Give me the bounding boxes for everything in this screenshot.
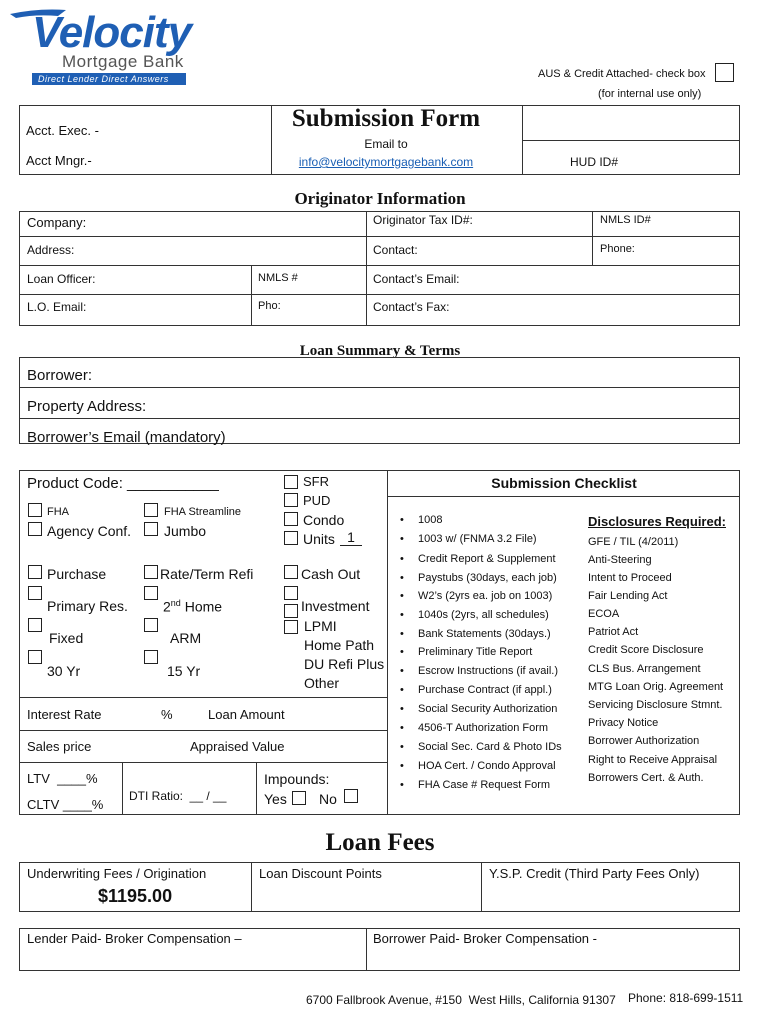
disclosure-item: GFE / TIL (4/2011) [588, 536, 679, 548]
email-to-label: Email to [364, 137, 408, 151]
checklist-item: • FHA Case # Request Form [418, 779, 550, 791]
sales-price-field[interactable]: Sales price [27, 739, 92, 754]
primary-checkbox[interactable] [28, 586, 42, 600]
checklist-item: • 1003 w/ (FNMA 3.2 File) [418, 533, 537, 545]
disclosure-item: Credit Score Disclosure [588, 644, 704, 656]
disclosures-heading: Disclosures Required: [588, 514, 726, 529]
jumbo-label: Jumbo [164, 523, 207, 539]
loan-officer-field[interactable]: Loan Officer: [27, 272, 96, 286]
lender-paid-field[interactable]: Lender Paid- Broker Compensation – [27, 931, 242, 946]
pud-checkbox[interactable] [284, 493, 298, 507]
underwriting-amount: $1195.00 [98, 886, 173, 906]
interest-rate-field[interactable]: Interest Rate [27, 707, 102, 722]
disclosure-item: Right to Receive Appraisal [588, 754, 718, 766]
second-home-checkbox[interactable] [144, 586, 158, 600]
cash-out-label: Cash Out [301, 566, 361, 582]
jumbo-checkbox[interactable] [144, 522, 158, 536]
checklist-item: • Paystubs (30days, each job) [418, 572, 557, 584]
borrower-email-field[interactable]: Borrower’s Email (mandatory) [27, 429, 226, 446]
agency-checkbox[interactable] [28, 522, 42, 536]
fha-label: FHA [47, 506, 69, 518]
disclosure-item: Intent to Proceed [588, 572, 672, 584]
second-home-label [163, 598, 222, 615]
fha-streamline-label: FHA Streamline [164, 506, 242, 518]
agency-label: Agency Conf. [47, 523, 132, 539]
home-path-label: Home Path [304, 637, 375, 653]
acct-mngr-field[interactable]: Acct Mngr.- [26, 153, 92, 168]
arm-label: ARM [170, 630, 202, 646]
second-home-sup: nd [170, 598, 181, 608]
form-title: Submission Form [291, 105, 481, 132]
sfr-checkbox[interactable] [284, 475, 298, 489]
disclosure-item: MTG Loan Orig. Agreement [588, 681, 724, 693]
yr30-label: 30 Yr [47, 663, 81, 679]
lo-email-field[interactable]: L.O. Email: [27, 300, 87, 314]
footer-phone: Phone: 818-699-1511 [628, 991, 744, 1005]
phone-field[interactable]: Phone: [600, 243, 635, 255]
dti-field[interactable]: DTI Ratio: __ / __ [129, 789, 227, 803]
email-link[interactable]: info@velocitymortgagebank.com [298, 155, 474, 169]
lpmi-label: LPMI [304, 618, 337, 634]
checklist-item: • Escrow Instructions (if avail.) [418, 665, 558, 677]
impounds-label: Impounds: [264, 771, 330, 787]
aus-label: AUS & Credit Attached- check box [538, 68, 706, 80]
contact-fax-field[interactable]: Contact’s Fax: [373, 300, 450, 314]
originator-heading: Originator Information [294, 189, 466, 208]
borrower-paid-field[interactable]: Borrower Paid- Broker Compensation - [373, 931, 597, 946]
fha-checkbox[interactable] [28, 503, 42, 517]
acct-exec-field[interactable]: Acct. Exec. - [26, 123, 99, 138]
contact-field[interactable]: Contact: [373, 243, 418, 257]
address-field[interactable]: Address: [27, 243, 75, 257]
nmls-num-field[interactable]: NMLS # [258, 272, 298, 284]
aus-note: (for internal use only) [598, 88, 702, 100]
lpmi-checkbox[interactable] [284, 620, 298, 634]
arm-checkbox[interactable] [144, 618, 158, 632]
units-checkbox[interactable] [284, 531, 298, 545]
fha-streamline-checkbox[interactable] [144, 503, 158, 517]
discount-points-field[interactable]: Loan Discount Points [259, 866, 382, 881]
second-home-num: 2 [163, 598, 171, 615]
disclosure-item: CLS Bus. Arrangement [588, 663, 701, 675]
disclosure-item: Privacy Notice [588, 717, 659, 729]
investment-checkbox-1[interactable] [284, 586, 298, 600]
yes-checkbox[interactable] [292, 791, 306, 805]
logo-tagline: Direct Lender Direct Answers [32, 73, 186, 85]
ysp-credit-field[interactable]: Y.S.P. Credit (Third Party Fees Only) [489, 866, 700, 881]
pho-field[interactable]: Pho: [258, 300, 281, 312]
disclosure-item: Borrowers Cert. & Auth. [588, 772, 704, 784]
second-home-text: Home [180, 598, 223, 615]
checklist-item: • Credit Report & Supplement [418, 553, 556, 565]
sfr-label: SFR [303, 474, 329, 489]
checklist-item: • 4506-T Authorization Form [418, 722, 548, 734]
primary-label: Primary Res. [47, 598, 128, 614]
cash-out-checkbox[interactable] [284, 565, 298, 579]
hud-id-field[interactable]: HUD ID# [570, 155, 619, 169]
footer-address: 6700 Fallbrook Avenue, #150 West Hills, California 91307 [306, 993, 616, 1007]
cltv-field[interactable]: CLTV ____% [27, 797, 104, 812]
disclosure-item: Borrower Authorization [588, 735, 700, 747]
investment-checkbox-2[interactable] [284, 604, 298, 618]
percent-label: % [161, 707, 173, 722]
checklist-item: • Preliminary Title Report [418, 646, 532, 658]
company-logo [8, 6, 208, 90]
disclosure-item: Fair Lending Act [588, 590, 668, 602]
property-address-field[interactable]: Property Address: [27, 398, 147, 415]
condo-label: Condo [303, 512, 345, 528]
loan-amount-field[interactable]: Loan Amount [208, 707, 285, 722]
checklist-item: • Bank Statements (30days.) [418, 628, 551, 640]
checklist-item: • Purchase Contract (if appl.) [418, 684, 552, 696]
checklist-heading: Submission Checklist [491, 475, 637, 491]
no-label: No [319, 791, 337, 807]
checklist-item: • 1008 [418, 514, 442, 526]
checklist-item: • W2’s (2yrs ea. job on 1003) [418, 590, 552, 602]
fixed-label: Fixed [49, 630, 84, 646]
yr15-checkbox[interactable] [144, 650, 158, 664]
fixed-checkbox[interactable] [28, 618, 42, 632]
underwriting-field[interactable]: Underwriting Fees / Origination [27, 866, 207, 881]
checklist-item: • HOA Cert. / Condo Approval [418, 760, 556, 772]
appraised-field[interactable]: Appraised Value [190, 739, 285, 754]
purchase-label: Purchase [47, 566, 107, 582]
investment-label: Investment [301, 598, 370, 614]
nmls-id-field[interactable]: NMLS ID# [600, 214, 651, 226]
rate-term-label: Rate/Term Refi [160, 566, 254, 582]
rate-term-checkbox[interactable] [144, 565, 158, 579]
du-refi-label: DU Refi Plus [304, 656, 385, 672]
yr30-checkbox[interactable] [28, 650, 42, 664]
units-label: Units [303, 531, 335, 547]
tax-id-field[interactable]: Originator Tax ID#: [373, 213, 473, 227]
product-code-field[interactable]: Product Code: ___________ [27, 475, 219, 492]
disclosure-item: Servicing Disclosure Stmnt. [588, 699, 723, 711]
logo-name: Velocity [32, 8, 192, 57]
checklist-item: • 1040s (2yrs, all schedules) [418, 609, 549, 621]
ltv-field[interactable]: LTV ____% [27, 771, 98, 786]
checklist-item: • Social Security Authorization [418, 703, 557, 715]
aus-checkbox[interactable] [715, 63, 734, 82]
yes-label: Yes [264, 791, 287, 807]
condo-checkbox[interactable] [284, 512, 298, 526]
loan-fees-heading: Loan Fees [325, 829, 435, 856]
company-field[interactable]: Company: [27, 215, 87, 230]
logo-subtitle: Mortgage Bank [62, 52, 184, 71]
no-checkbox[interactable] [344, 789, 358, 803]
yr15-label: 15 Yr [167, 663, 201, 679]
units-value[interactable]: 1 [340, 529, 362, 546]
disclosure-item: ECOA [588, 608, 620, 620]
checklist-item: • Social Sec. Card & Photo IDs [418, 741, 562, 753]
pud-label: PUD [303, 493, 331, 508]
disclosure-item: Anti-Steering [588, 554, 652, 566]
purchase-checkbox[interactable] [28, 565, 42, 579]
contact-email-field[interactable]: Contact’s Email: [373, 272, 460, 286]
borrower-field[interactable]: Borrower: [27, 367, 93, 384]
loan-summary-heading: Loan Summary & Terms [299, 343, 461, 359]
other-label: Other [304, 675, 340, 691]
disclosure-item: Patriot Act [588, 626, 639, 638]
